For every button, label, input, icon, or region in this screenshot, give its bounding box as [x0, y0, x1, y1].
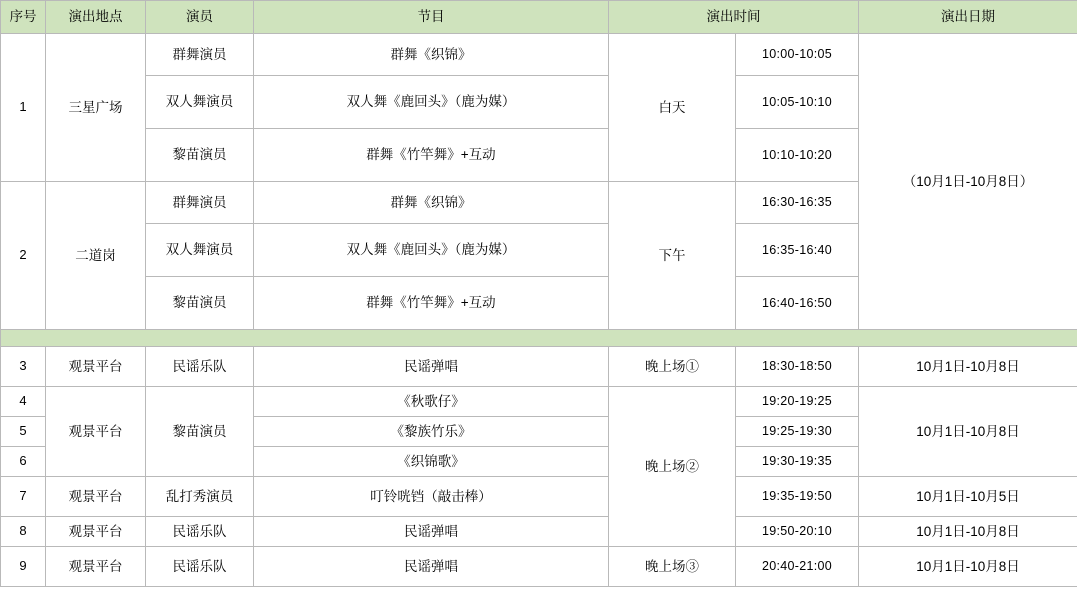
- cell-program: 双人舞《鹿回头》（鹿为媒）: [254, 224, 609, 277]
- cell-clock: 18:30-18:50: [736, 347, 859, 387]
- cell-performer: 黎苗演员: [146, 129, 254, 182]
- cell-program: 民谣弹唱: [254, 517, 609, 547]
- cell-no: 8: [1, 517, 46, 547]
- header-cell-program: 节目: [254, 1, 609, 34]
- cell-clock: 19:20-19:25: [736, 387, 859, 417]
- cell-clock: 20:40-21:00: [736, 547, 859, 587]
- table-row: [1, 34, 1077, 76]
- cell-performer: 黎苗演员: [146, 387, 254, 477]
- table-row: [1, 547, 1077, 587]
- header-cell-performer: 演员: [146, 1, 254, 34]
- cell-no: 9: [1, 547, 46, 587]
- cell-clock: 10:05-10:10: [736, 76, 859, 129]
- cell-time: 晚上场②: [609, 387, 736, 547]
- cell-performer: 黎苗演员: [146, 277, 254, 330]
- cell-performer: 双人舞演员: [146, 76, 254, 129]
- cell-clock: 10:10-10:20: [736, 129, 859, 182]
- cell-date: （10月1日-10月8日）: [859, 34, 1077, 330]
- cell-program: 群舞《织锦》: [254, 182, 609, 224]
- cell-date: 10月1日-10月8日: [859, 547, 1077, 587]
- table-row: [1, 477, 1077, 517]
- table-row: [1, 347, 1077, 387]
- cell-place: 观景平台: [46, 477, 146, 517]
- cell-time: 白天: [609, 34, 736, 182]
- header-cell-time: 演出时间: [609, 1, 859, 34]
- cell-time: 晚上场③: [609, 547, 736, 587]
- section-divider-cell: [1, 330, 1077, 347]
- cell-program: 群舞《织锦》: [254, 34, 609, 76]
- cell-time: 晚上场①: [609, 347, 736, 387]
- cell-program: 民谣弹唱: [254, 547, 609, 587]
- cell-clock: 16:40-16:50: [736, 277, 859, 330]
- cell-clock: 16:35-16:40: [736, 224, 859, 277]
- cell-place: 三星广场: [46, 34, 146, 182]
- cell-program: 《秋歌仔》: [254, 387, 609, 417]
- cell-no: 6: [1, 447, 46, 477]
- cell-clock: 19:30-19:35: [736, 447, 859, 477]
- cell-program: 群舞《竹竿舞》+互动: [254, 277, 609, 330]
- cell-program: 群舞《竹竿舞》+互动: [254, 129, 609, 182]
- cell-performer: 乱打秀演员: [146, 477, 254, 517]
- section-divider: [1, 330, 1077, 347]
- cell-no: 3: [1, 347, 46, 387]
- cell-program: 《织锦歌》: [254, 447, 609, 477]
- cell-no: 2: [1, 182, 46, 330]
- cell-clock: 16:30-16:35: [736, 182, 859, 224]
- cell-no: 4: [1, 387, 46, 417]
- cell-performer: 双人舞演员: [146, 224, 254, 277]
- header-cell-no: 序号: [1, 1, 46, 34]
- cell-date: 10月1日-10月8日: [859, 347, 1077, 387]
- cell-place: 观景平台: [46, 347, 146, 387]
- cell-date: 10月1日-10月8日: [859, 517, 1077, 547]
- cell-performer: 民谣乐队: [146, 347, 254, 387]
- header-cell-date: 演出日期: [859, 1, 1077, 34]
- cell-clock: 19:35-19:50: [736, 477, 859, 517]
- cell-program: 民谣弹唱: [254, 347, 609, 387]
- cell-place: 观景平台: [46, 517, 146, 547]
- cell-place: 观景平台: [46, 547, 146, 587]
- cell-performer: 群舞演员: [146, 34, 254, 76]
- header-cell-place: 演出地点: [46, 1, 146, 34]
- cell-place: 二道岗: [46, 182, 146, 330]
- table-row: [1, 387, 1077, 417]
- cell-program: 双人舞《鹿回头》（鹿为媒）: [254, 76, 609, 129]
- cell-clock: 19:25-19:30: [736, 417, 859, 447]
- cell-program: 《黎族竹乐》: [254, 417, 609, 447]
- cell-performer: 民谣乐队: [146, 517, 254, 547]
- table-row: [1, 517, 1077, 547]
- cell-clock: 19:50-20:10: [736, 517, 859, 547]
- cell-no: 7: [1, 477, 46, 517]
- cell-clock: 10:00-10:05: [736, 34, 859, 76]
- cell-no: 5: [1, 417, 46, 447]
- cell-date: 10月1日-10月5日: [859, 477, 1077, 517]
- cell-performer: 民谣乐队: [146, 547, 254, 587]
- cell-date: 10月1日-10月8日: [859, 387, 1077, 477]
- cell-time: 下午: [609, 182, 736, 330]
- table-header-row: [1, 1, 1077, 34]
- cell-performer: 群舞演员: [146, 182, 254, 224]
- cell-program: 叮铃咣铛（敲击棒）: [254, 477, 609, 517]
- cell-no: 1: [1, 34, 46, 182]
- cell-place: 观景平台: [46, 387, 146, 477]
